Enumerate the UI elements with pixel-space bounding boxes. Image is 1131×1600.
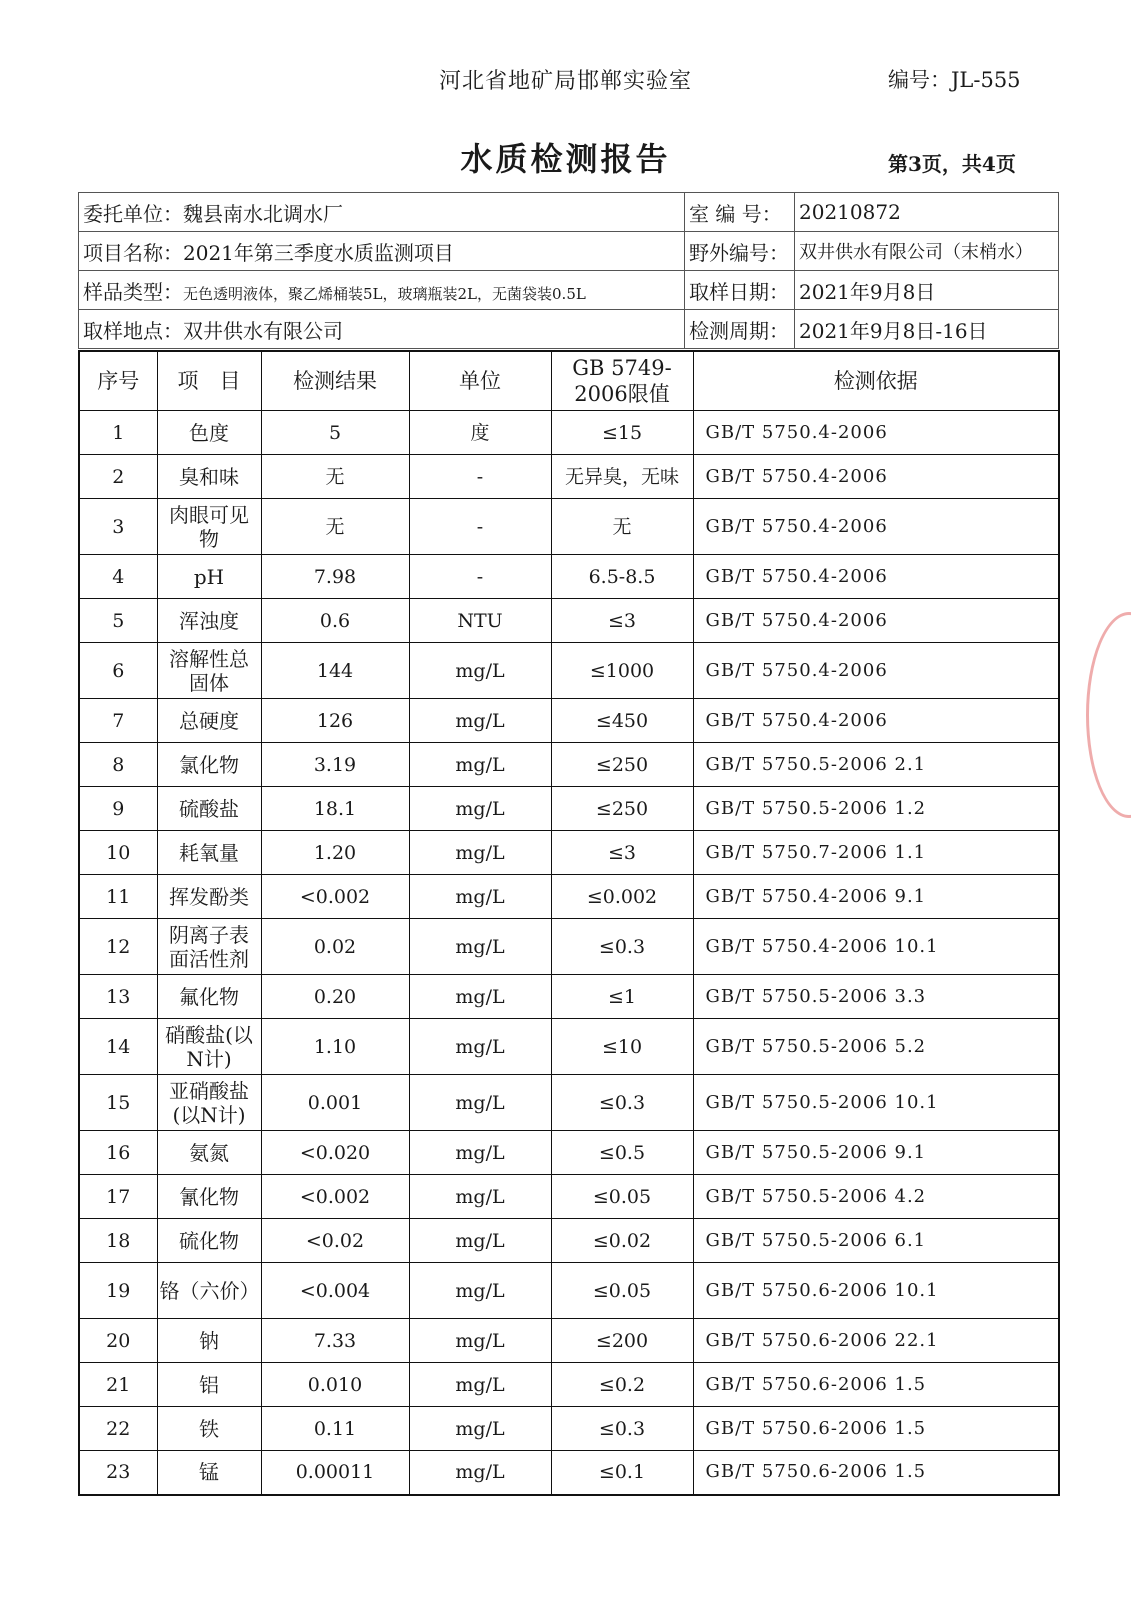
row-unit: - — [409, 455, 551, 499]
row-item: 硫化物 — [157, 1219, 261, 1263]
info-row-client — [79, 193, 1059, 232]
sample-type-value: 无色透明液体，聚乙烯桶装5L，玻璃瓶装2L，无菌袋装0.5L — [183, 284, 586, 303]
table-row — [79, 787, 1059, 831]
table-row — [79, 455, 1059, 499]
location-label: 取样地点： — [83, 318, 183, 343]
row-number: 15 — [79, 1075, 157, 1131]
row-basis: GB/T 5750.5-2006 9.1 — [693, 1131, 1059, 1175]
row-basis: GB/T 5750.5-2006 5.2 — [693, 1019, 1059, 1075]
row-unit: mg/L — [409, 643, 551, 699]
row-number: 16 — [79, 1131, 157, 1175]
table-row — [79, 1219, 1059, 1263]
row-item: 耗氧量 — [157, 831, 261, 875]
row-limit: ≤450 — [551, 699, 693, 743]
row-unit: mg/L — [409, 975, 551, 1019]
row-unit: mg/L — [409, 1407, 551, 1451]
row-unit: mg/L — [409, 1451, 551, 1495]
row-result: 5 — [261, 411, 409, 455]
row-item: 氯化物 — [157, 743, 261, 787]
location-cell — [79, 310, 685, 349]
document-number: 编号：JL-555 — [888, 68, 1021, 92]
row-limit: ≤0.2 — [551, 1363, 693, 1407]
row-result: 0.010 — [261, 1363, 409, 1407]
project-label: 项目名称： — [83, 240, 183, 265]
row-limit: ≤15 — [551, 411, 693, 455]
row-basis: GB/T 5750.5-2006 2.1 — [693, 743, 1059, 787]
row-limit: 6.5-8.5 — [551, 555, 693, 599]
row-limit: ≤0.5 — [551, 1131, 693, 1175]
row-number: 23 — [79, 1451, 157, 1495]
row-basis: GB/T 5750.5-2006 10.1 — [693, 1075, 1059, 1131]
row-limit: ≤0.002 — [551, 875, 693, 919]
sample-type-cell — [79, 271, 685, 310]
report-title: 水质检测报告 — [460, 140, 671, 178]
header-limit: GB 5749-2006限值 — [551, 351, 693, 411]
row-limit: 无 — [551, 499, 693, 555]
row-number: 12 — [79, 919, 157, 975]
sample-type-label: 样品类型： — [83, 279, 183, 304]
test-period-label: 检测周期： — [685, 310, 795, 349]
results-table — [78, 350, 1060, 1496]
room-no-value: 20210872 — [795, 193, 1059, 232]
row-limit: ≤3 — [551, 599, 693, 643]
row-unit: mg/L — [409, 1019, 551, 1075]
row-basis: GB/T 5750.6-2006 1.5 — [693, 1363, 1059, 1407]
row-unit: - — [409, 555, 551, 599]
header-item: 项 目 — [157, 351, 261, 411]
row-result: 0.11 — [261, 1407, 409, 1451]
row-number: 14 — [79, 1019, 157, 1075]
row-limit: ≤0.3 — [551, 919, 693, 975]
row-basis: GB/T 5750.4-2006 — [693, 411, 1059, 455]
sample-date-label: 取样日期： — [685, 271, 795, 310]
row-item: 铬（六价） — [157, 1263, 261, 1319]
row-item: 氨氮 — [157, 1131, 261, 1175]
row-result: <0.004 — [261, 1263, 409, 1319]
row-item: 铁 — [157, 1407, 261, 1451]
row-limit: ≤1 — [551, 975, 693, 1019]
row-item: 色度 — [157, 411, 261, 455]
header-basis: 检测依据 — [693, 351, 1059, 411]
row-result: 无 — [261, 499, 409, 555]
row-result: 3.19 — [261, 743, 409, 787]
row-item: 总硬度 — [157, 699, 261, 743]
table-row — [79, 1131, 1059, 1175]
project-value: 2021年第三季度水质监测项目 — [183, 240, 454, 265]
row-item: 氰化物 — [157, 1175, 261, 1219]
row-number: 18 — [79, 1219, 157, 1263]
table-row — [79, 1319, 1059, 1363]
row-number: 1 — [79, 411, 157, 455]
table-row — [79, 1263, 1059, 1319]
table-row — [79, 1175, 1059, 1219]
client-label: 委托单位： — [83, 201, 183, 226]
row-result: 7.33 — [261, 1319, 409, 1363]
row-limit: ≤0.05 — [551, 1263, 693, 1319]
row-limit: ≤1000 — [551, 643, 693, 699]
row-result: 0.02 — [261, 919, 409, 975]
row-item: 锰 — [157, 1451, 261, 1495]
row-item: 溶解性总固体 — [157, 643, 261, 699]
row-limit: ≤0.3 — [551, 1407, 693, 1451]
row-result: 1.20 — [261, 831, 409, 875]
row-unit: mg/L — [409, 699, 551, 743]
table-row — [79, 1363, 1059, 1407]
test-period-value: 2021年9月8日-16日 — [795, 310, 1059, 349]
row-number: 6 — [79, 643, 157, 699]
client-cell — [79, 193, 685, 232]
table-row — [79, 1451, 1059, 1495]
row-result: 无 — [261, 455, 409, 499]
field-no-value: 双井供水有限公司（末梢水） — [795, 232, 1059, 271]
row-number: 20 — [79, 1319, 157, 1363]
table-row — [79, 599, 1059, 643]
sample-date-value: 2021年9月8日 — [795, 271, 1059, 310]
row-item: pH — [157, 555, 261, 599]
row-result: 126 — [261, 699, 409, 743]
row-number: 19 — [79, 1263, 157, 1319]
info-row-project — [79, 232, 1059, 271]
row-item: 氟化物 — [157, 975, 261, 1019]
row-limit: ≤0.1 — [551, 1451, 693, 1495]
row-number: 10 — [79, 831, 157, 875]
table-row — [79, 831, 1059, 875]
table-row — [79, 919, 1059, 975]
row-number: 2 — [79, 455, 157, 499]
row-basis: GB/T 5750.5-2006 3.3 — [693, 975, 1059, 1019]
row-limit: ≤0.3 — [551, 1075, 693, 1131]
organization-name: 河北省地矿局邯郸实验室 — [438, 69, 692, 94]
table-row — [79, 1019, 1059, 1075]
row-unit: mg/L — [409, 1219, 551, 1263]
row-item: 浑浊度 — [157, 599, 261, 643]
row-basis: GB/T 5750.6-2006 1.5 — [693, 1407, 1059, 1451]
row-number: 8 — [79, 743, 157, 787]
row-unit: mg/L — [409, 831, 551, 875]
table-row — [79, 411, 1059, 455]
row-item: 钠 — [157, 1319, 261, 1363]
row-number: 3 — [79, 499, 157, 555]
row-item: 铝 — [157, 1363, 261, 1407]
row-unit: mg/L — [409, 1075, 551, 1131]
row-limit: ≤250 — [551, 743, 693, 787]
row-basis: GB/T 5750.7-2006 1.1 — [693, 831, 1059, 875]
header-result: 检测结果 — [261, 351, 409, 411]
project-cell — [79, 232, 685, 271]
table-row — [79, 555, 1059, 599]
row-basis: GB/T 5750.6-2006 10.1 — [693, 1263, 1059, 1319]
row-basis: GB/T 5750.4-2006 9.1 — [693, 875, 1059, 919]
table-row — [79, 499, 1059, 555]
row-unit: - — [409, 499, 551, 555]
page-info: 第3页，共4页 — [888, 152, 1016, 176]
row-basis: GB/T 5750.5-2006 4.2 — [693, 1175, 1059, 1219]
table-row — [79, 743, 1059, 787]
row-result: 0.001 — [261, 1075, 409, 1131]
table-row — [79, 875, 1059, 919]
row-limit: ≤200 — [551, 1319, 693, 1363]
row-result: 0.6 — [261, 599, 409, 643]
info-row-sample-type — [79, 271, 1059, 310]
red-seal-stamp — [1086, 612, 1131, 818]
table-row — [79, 699, 1059, 743]
row-limit: ≤250 — [551, 787, 693, 831]
row-basis: GB/T 5750.5-2006 1.2 — [693, 787, 1059, 831]
row-item: 硝酸盐(以N计) — [157, 1019, 261, 1075]
header-unit: 单位 — [409, 351, 551, 411]
row-unit: NTU — [409, 599, 551, 643]
row-result: 0.00011 — [261, 1451, 409, 1495]
sample-info-table — [78, 192, 1059, 349]
row-basis: GB/T 5750.4-2006 — [693, 499, 1059, 555]
row-unit: mg/L — [409, 1263, 551, 1319]
row-result: <0.020 — [261, 1131, 409, 1175]
row-number: 21 — [79, 1363, 157, 1407]
row-limit: ≤0.02 — [551, 1219, 693, 1263]
row-item: 亚硝酸盐(以N计) — [157, 1075, 261, 1131]
row-item: 阴离子表面活性剂 — [157, 919, 261, 975]
field-no-label: 野外编号： — [685, 232, 795, 271]
row-unit: mg/L — [409, 1175, 551, 1219]
row-number: 5 — [79, 599, 157, 643]
row-basis: GB/T 5750.4-2006 — [693, 455, 1059, 499]
info-row-location — [79, 310, 1059, 349]
row-unit: mg/L — [409, 1131, 551, 1175]
row-basis: GB/T 5750.4-2006 — [693, 643, 1059, 699]
row-result: <0.02 — [261, 1219, 409, 1263]
row-result: <0.002 — [261, 875, 409, 919]
row-limit: ≤3 — [551, 831, 693, 875]
location-value: 双井供水有限公司 — [183, 318, 343, 343]
row-unit: mg/L — [409, 1363, 551, 1407]
row-basis: GB/T 5750.4-2006 — [693, 555, 1059, 599]
row-item: 臭和味 — [157, 455, 261, 499]
table-row — [79, 1407, 1059, 1451]
row-number: 22 — [79, 1407, 157, 1451]
row-item: 挥发酚类 — [157, 875, 261, 919]
table-row — [79, 643, 1059, 699]
row-basis: GB/T 5750.4-2006 — [693, 699, 1059, 743]
client-value: 魏县南水北调水厂 — [183, 201, 343, 226]
row-unit: mg/L — [409, 787, 551, 831]
row-basis: GB/T 5750.6-2006 1.5 — [693, 1451, 1059, 1495]
row-unit: 度 — [409, 411, 551, 455]
row-unit: mg/L — [409, 875, 551, 919]
row-result: <0.002 — [261, 1175, 409, 1219]
row-limit: ≤0.05 — [551, 1175, 693, 1219]
table-row — [79, 975, 1059, 1019]
row-number: 11 — [79, 875, 157, 919]
row-result: 1.10 — [261, 1019, 409, 1075]
row-basis: GB/T 5750.5-2006 6.1 — [693, 1219, 1059, 1263]
row-item: 硫酸盐 — [157, 787, 261, 831]
row-number: 9 — [79, 787, 157, 831]
row-unit: mg/L — [409, 743, 551, 787]
results-header-row — [79, 351, 1059, 411]
row-number: 4 — [79, 555, 157, 599]
row-limit: 无异臭，无味 — [551, 455, 693, 499]
row-unit: mg/L — [409, 919, 551, 975]
row-result: 144 — [261, 643, 409, 699]
row-unit: mg/L — [409, 1319, 551, 1363]
row-result: 0.20 — [261, 975, 409, 1019]
row-item: 肉眼可见物 — [157, 499, 261, 555]
header-no: 序号 — [79, 351, 157, 411]
row-result: 18.1 — [261, 787, 409, 831]
row-number: 13 — [79, 975, 157, 1019]
row-basis: GB/T 5750.4-2006 10.1 — [693, 919, 1059, 975]
row-number: 7 — [79, 699, 157, 743]
table-row — [79, 1075, 1059, 1131]
room-no-label: 室 编 号： — [685, 193, 795, 232]
row-limit: ≤10 — [551, 1019, 693, 1075]
row-number: 17 — [79, 1175, 157, 1219]
row-basis: GB/T 5750.4-2006 — [693, 599, 1059, 643]
row-result: 7.98 — [261, 555, 409, 599]
row-basis: GB/T 5750.6-2006 22.1 — [693, 1319, 1059, 1363]
